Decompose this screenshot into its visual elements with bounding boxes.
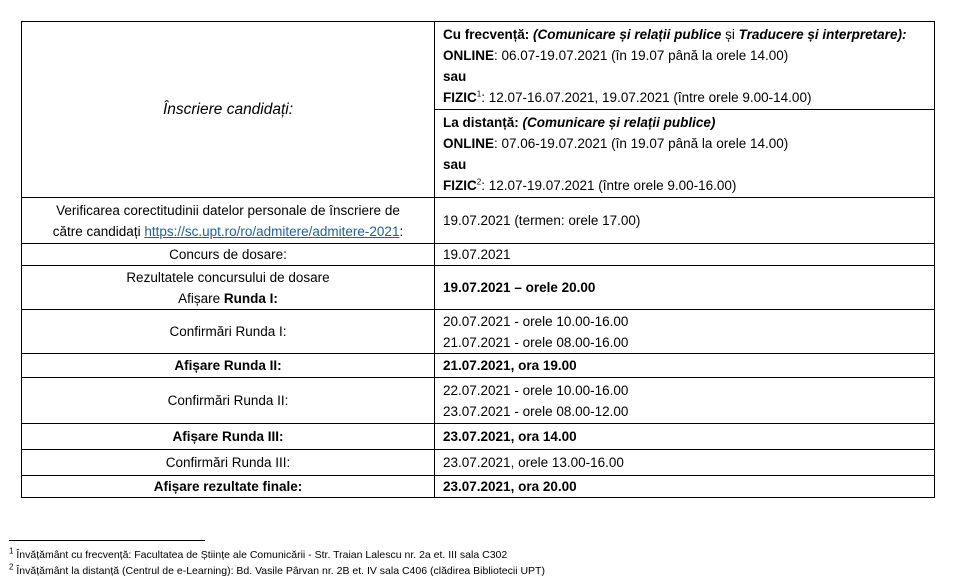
confirmari2-label: Confirmări Runda II: xyxy=(22,378,435,424)
footnote-number: 2 xyxy=(9,562,14,572)
fizic-label: FIZIC xyxy=(443,177,477,193)
afisare3-label: Afișare Runda III: xyxy=(22,424,435,450)
or-text: sau xyxy=(443,68,467,84)
footnote-text: Învățământ la distanță (Centrul de e-Learning): Bd. Vasile Pârvan nr. 2B et. IV sala C406 (clădirea Bibliotecii UPT) xyxy=(13,565,545,577)
table-row xyxy=(22,266,935,310)
fizic-dates: : 12.07-16.07.2021, 19.07.2021 (între orele 9.00-14.00) xyxy=(481,89,812,105)
fizic-label: FIZIC xyxy=(443,89,477,105)
table-row xyxy=(22,22,935,110)
rezultate-label-prefix: Afișare xyxy=(178,290,224,306)
finale-label: Afișare rezultate finale: xyxy=(22,476,435,498)
admission-schedule-table xyxy=(21,21,935,498)
online-label: ONLINE xyxy=(443,135,495,151)
confirmari2-value-line2: 23.07.2021 - orele 08.00-12.00 xyxy=(443,403,629,419)
rezultate-label-runda: Runda I: xyxy=(223,290,278,306)
footnote-separator xyxy=(9,540,205,541)
confirmari1-value-line2: 21.07.2021 - orele 08.00-16.00 xyxy=(443,334,629,350)
confirmari1-value-cell xyxy=(435,310,935,354)
cu-frecventa-programs-open: (Comunicare și relații publice xyxy=(533,26,722,42)
table-row xyxy=(22,198,935,244)
table-row xyxy=(22,476,935,498)
verification-label-suffix: : xyxy=(399,223,404,239)
confirmari3-value: 23.07.2021, orele 13.00-16.00 xyxy=(435,450,935,476)
rezultate-label-line1: Rezultatele concursului de dosare xyxy=(126,269,330,285)
verification-label-line1: Verificarea corectitudinii datelor personale de înscriere de xyxy=(56,202,400,218)
registration-cu-frecventa-cell xyxy=(435,22,935,110)
confirmari3-label: Confirmări Runda III: xyxy=(22,450,435,476)
cu-frecventa-and: și xyxy=(721,26,739,42)
or-text: sau xyxy=(443,156,467,172)
footnote-ref-2: 2 xyxy=(476,177,482,186)
cu-frecventa-programs-close: Traducere și interpretare): xyxy=(738,26,907,42)
admission-link[interactable]: https://sc.upt.ro/ro/admitere/admitere-2021 xyxy=(144,223,400,239)
footnote-text: Învățământ cu frecvență: Facultatea de Științe ale Comunicării - Str. Traian Lalescu nr. 2a et. III sala C302 xyxy=(13,549,508,561)
rezultate-value: 19.07.2021 – orele 20.00 xyxy=(435,266,935,310)
table-row xyxy=(22,450,935,476)
footnote-number: 1 xyxy=(9,546,14,556)
registration-la-distanta-cell xyxy=(435,110,935,198)
table-row xyxy=(22,310,935,354)
confirmari1-label: Confirmări Runda I: xyxy=(22,310,435,354)
la-distanta-programs: (Comunicare și relații publice) xyxy=(522,114,716,130)
afisare2-value: 21.07.2021, ora 19.00 xyxy=(435,354,935,378)
confirmari1-value-line1: 20.07.2021 - orele 10.00-16.00 xyxy=(443,313,629,329)
finale-value: 23.07.2021, ora 20.00 xyxy=(435,476,935,498)
footnote-ref-1: 1 xyxy=(476,89,482,98)
concurs-value: 19.07.2021 xyxy=(435,244,935,266)
table-row xyxy=(22,354,935,378)
registration-label-cell xyxy=(22,22,435,198)
fizic-dates: : 12.07-19.07.2021 (între orele 9.00-16.00) xyxy=(481,177,737,193)
footnote-1 xyxy=(9,548,507,562)
registration-label: Înscriere candidați: xyxy=(162,101,294,118)
afisare2-label: Afișare Runda II: xyxy=(22,354,435,378)
table-row xyxy=(22,378,935,424)
cu-frecventa-heading: Cu frecvență: xyxy=(443,26,530,42)
afisare3-value: 23.07.2021, ora 14.00 xyxy=(435,424,935,450)
verification-label-cell xyxy=(22,198,435,244)
verification-value: 19.07.2021 (termen: orele 17.00) xyxy=(435,198,935,244)
online-label: ONLINE xyxy=(443,47,495,63)
table-row xyxy=(22,244,935,266)
verification-label-prefix: către candidați xyxy=(52,223,145,239)
confirmari2-value-line1: 22.07.2021 - orele 10.00-16.00 xyxy=(443,382,629,398)
footnote-2 xyxy=(9,564,545,578)
concurs-label: Concurs de dosare: xyxy=(22,244,435,266)
la-distanta-heading: La distanță: xyxy=(443,114,519,130)
online-dates: : 06.07-19.07.2021 (în 19.07 până la orele 14.00) xyxy=(494,47,789,63)
rezultate-label-cell xyxy=(22,266,435,310)
online-dates: : 07.06-19.07.2021 (în 19.07 până la orele 14.00) xyxy=(494,135,789,151)
confirmari2-value-cell xyxy=(435,378,935,424)
table-row xyxy=(22,424,935,450)
